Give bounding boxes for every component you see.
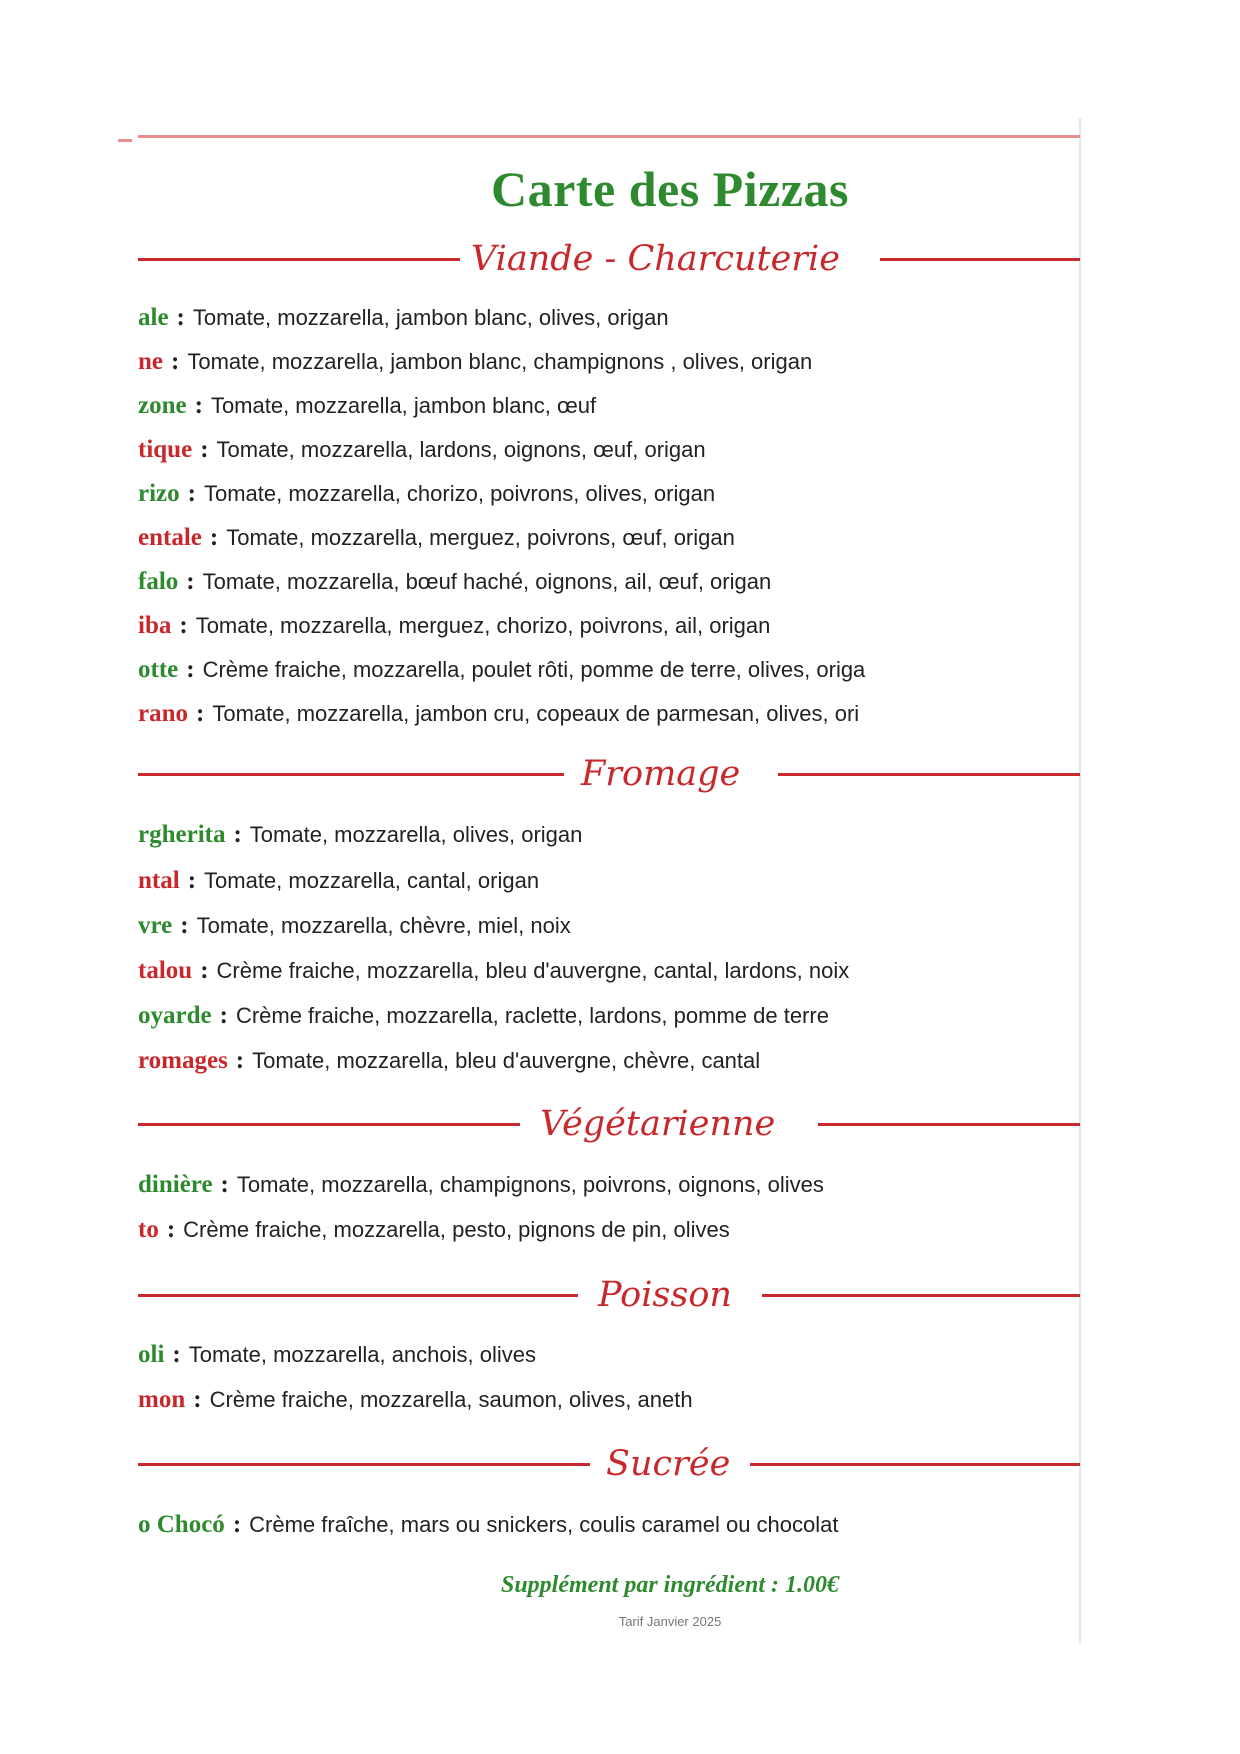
corner-mark (118, 139, 132, 142)
pizza-ingredients: Tomate, mozzarella, bleu d'auvergne, chèvre, cantal (252, 1048, 761, 1073)
tarif-note: Tarif Janvier 2025 (618, 1614, 722, 1629)
pizza-ingredients: Tomate, mozzarella, anchois, olives (188, 1342, 536, 1367)
section-list-sucree (138, 1510, 1080, 1546)
pizza-ingredients: Tomate, mozzarella, jambon cru, copeaux de parmesan, olives, ori (212, 701, 860, 726)
pizza-name: mon (138, 1386, 186, 1413)
pizza-name: romages (138, 1047, 228, 1074)
section-title-poisson: Poisson (598, 1275, 732, 1315)
pizza-name: oli (138, 1341, 165, 1368)
pizza-ingredients: Tomate, mozzarella, chèvre, miel, noix (196, 913, 571, 938)
menu-item: rgherita : Tomate, mozzarella, olives, origan (138, 821, 583, 848)
menu-item: mon : Crème fraiche, mozzarella, saumon, olives, aneth (138, 1386, 693, 1413)
section-header-poisson (138, 1273, 1080, 1317)
pizza-name: dinière (138, 1171, 213, 1198)
section-rule-right (778, 773, 1080, 776)
pizza-name: tique (138, 436, 193, 463)
pizza-ingredients: Crème fraîche, mars ou snickers, coulis caramel ou chocolat (249, 1512, 839, 1537)
section-header-fromage (138, 752, 1080, 796)
menu-item: rizo : Tomate, mozzarella, chorizo, poivrons, olives, origan (138, 480, 716, 507)
section-rule-right (818, 1123, 1080, 1126)
supplement-note: Supplément par ingrédient : 1.00€ (500, 1572, 840, 1598)
menu-item: oyarde : Crème fraiche, mozzarella, raclette, lardons, pomme de terre (138, 1002, 829, 1029)
pizza-ingredients: Tomate, mozzarella, champignons, poivrons, oignons, olives (236, 1172, 824, 1197)
pizza-name: falo (138, 568, 179, 595)
section-rule-right (750, 1463, 1080, 1466)
menu-item: entale : Tomate, mozzarella, merguez, poivrons, œuf, origan (138, 524, 735, 551)
section-list-viande (138, 303, 1080, 743)
section-title-vegetarienne: Végétarienne (540, 1104, 776, 1144)
menu-item: ne : Tomate, mozzarella, jambon blanc, champignons , olives, origan (138, 348, 813, 375)
pizza-name: ne (138, 348, 163, 375)
section-title-sucree: Sucrée (606, 1444, 731, 1484)
pizza-name: ale (138, 304, 169, 331)
section-header-viande (138, 237, 1080, 281)
section-rule-left (138, 1463, 590, 1466)
pizza-ingredients: Crème fraiche, mozzarella, saumon, olives, aneth (209, 1387, 693, 1412)
pizza-name: talou (138, 957, 193, 984)
pizza-name: rizo (138, 480, 180, 507)
pizza-name: iba (138, 612, 172, 639)
section-rule-left (138, 1123, 520, 1126)
pizza-ingredients: Tomate, mozzarella, jambon blanc, champignons , olives, origan (187, 349, 813, 374)
pizza-name: rano (138, 700, 188, 727)
top-rule (138, 135, 1080, 138)
menu-item: zone : Tomate, mozzarella, jambon blanc, œuf (138, 392, 597, 419)
section-rule-left (138, 1294, 578, 1297)
pizza-name: to (138, 1216, 159, 1243)
pizza-ingredients: Tomate, mozzarella, lardons, oignons, œuf, origan (216, 437, 706, 462)
menu-item: iba : Tomate, mozzarella, merguez, chorizo, poivrons, ail, origan (138, 612, 771, 639)
section-header-sucree (138, 1442, 1080, 1486)
section-rule-right (880, 258, 1080, 261)
menu-item: to : Crème fraiche, mozzarella, pesto, pignons de pin, olives (138, 1216, 730, 1243)
pizza-ingredients: Crème fraiche, mozzarella, poulet rôti, pomme de terre, olives, origa (202, 657, 866, 682)
pizza-ingredients: Crème fraiche, mozzarella, pesto, pignons de pin, olives (183, 1217, 730, 1242)
section-rule-left (138, 258, 460, 261)
menu-item: dinière : Tomate, mozzarella, champignons, poivrons, oignons, olives (138, 1171, 824, 1198)
menu-item: otte : Crème fraiche, mozzarella, poulet rôti, pomme de terre, olives, origa (138, 656, 866, 683)
menu-item: ntal : Tomate, mozzarella, cantal, origan (138, 867, 540, 894)
page-title: Carte des Pizzas (491, 161, 849, 217)
pizza-ingredients: Tomate, mozzarella, jambon blanc, œuf (210, 393, 597, 418)
pizza-name: zone (138, 392, 187, 419)
menu-item: falo : Tomate, mozzarella, bœuf haché, oignons, ail, œuf, origan (138, 568, 772, 595)
section-rule-right (762, 1294, 1080, 1297)
pizza-name: oyarde (138, 1002, 212, 1029)
pizza-ingredients: Tomate, mozzarella, merguez, chorizo, poivrons, ail, origan (195, 613, 771, 638)
pizza-name: ntal (138, 867, 180, 894)
pizza-name: otte (138, 656, 179, 683)
pizza-ingredients: Crème fraiche, mozzarella, bleu d'auvergne, cantal, lardons, noix (216, 958, 850, 983)
menu-item: romages : Tomate, mozzarella, bleu d'auvergne, chèvre, cantal (138, 1047, 761, 1074)
section-title-fromage: Fromage (581, 754, 741, 794)
section-title-viande: Viande - Charcuterie (471, 239, 840, 279)
menu-item: rano : Tomate, mozzarella, jambon cru, copeaux de parmesan, olives, ori (138, 700, 860, 727)
section-list-vegetarienne (138, 1170, 1080, 1250)
menu-item: oli : Tomate, mozzarella, anchois, olives (138, 1341, 536, 1368)
pizza-ingredients: Tomate, mozzarella, chorizo, poivrons, olives, origan (203, 481, 716, 506)
pizza-name: entale (138, 524, 202, 551)
menu-item: talou : Crème fraiche, mozzarella, bleu d'auvergne, cantal, lardons, noix (138, 957, 850, 984)
section-list-poisson (138, 1340, 1080, 1420)
pizza-ingredients: Tomate, mozzarella, jambon blanc, olives, origan (192, 305, 669, 330)
pizza-ingredients: Tomate, mozzarella, bœuf haché, oignons, ail, œuf, origan (202, 569, 772, 594)
section-header-vegetarienne (138, 1102, 1080, 1146)
menu-item: vre : Tomate, mozzarella, chèvre, miel, noix (138, 912, 571, 939)
pizza-ingredients: Tomate, mozzarella, olives, origan (249, 822, 583, 847)
section-list-fromage (138, 820, 1080, 1090)
menu-item: ale : Tomate, mozzarella, jambon blanc, olives, origan (138, 304, 669, 331)
pizza-name: vre (138, 912, 173, 939)
pizza-ingredients: Tomate, mozzarella, merguez, poivrons, œuf, origan (226, 525, 735, 550)
pizza-name: rgherita (138, 821, 226, 848)
pizza-ingredients: Tomate, mozzarella, cantal, origan (204, 868, 540, 893)
section-rule-left (138, 773, 564, 776)
pizza-ingredients: Crème fraiche, mozzarella, raclette, lardons, pomme de terre (235, 1003, 829, 1028)
pizza-name: o Chocó (138, 1511, 225, 1538)
menu-item: o Chocó : Crème fraîche, mars ou snickers, coulis caramel ou chocolat (138, 1511, 839, 1538)
menu-item: tique : Tomate, mozzarella, lardons, oignons, œuf, origan (138, 436, 706, 463)
